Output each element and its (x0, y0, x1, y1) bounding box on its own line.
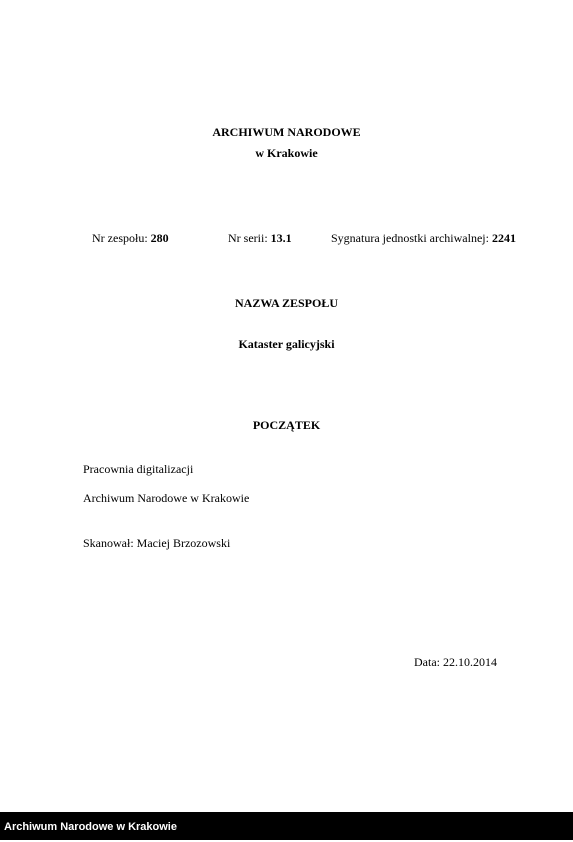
fonds-number (92, 231, 169, 246)
footer-label: Archiwum Narodowe w Krakowie (4, 821, 177, 833)
archive-city: w Krakowie (255, 146, 318, 160)
fonds-name: Kataster galicyjski (238, 337, 335, 351)
fonds-number-value: 280 (150, 231, 169, 245)
institution-name: Archiwum Narodowe w Krakowie (83, 491, 250, 505)
unit-signature-label: Sygnatura jednostki archiwalnej: (331, 231, 489, 245)
series-number (228, 231, 292, 246)
scan-date: Data: 22.10.2014 (414, 655, 497, 669)
unit-signature (331, 231, 516, 246)
archive-name: ARCHIWUM NARODOWE (212, 125, 361, 139)
unit-signature-value: 2241 (491, 231, 516, 245)
series-number-label: Nr serii: (228, 231, 268, 245)
footer-bar (0, 812, 573, 840)
scanned-by: Skanował: Maciej Brzozowski (83, 536, 231, 550)
section-heading: POCZĄTEK (252, 418, 321, 432)
fonds-heading: NAZWA ZESPOŁU (234, 296, 339, 310)
fonds-number-label: Nr zespołu: (92, 231, 148, 245)
lab-name: Pracownia digitalizacji (83, 462, 194, 476)
series-number-value: 13.1 (270, 231, 292, 245)
